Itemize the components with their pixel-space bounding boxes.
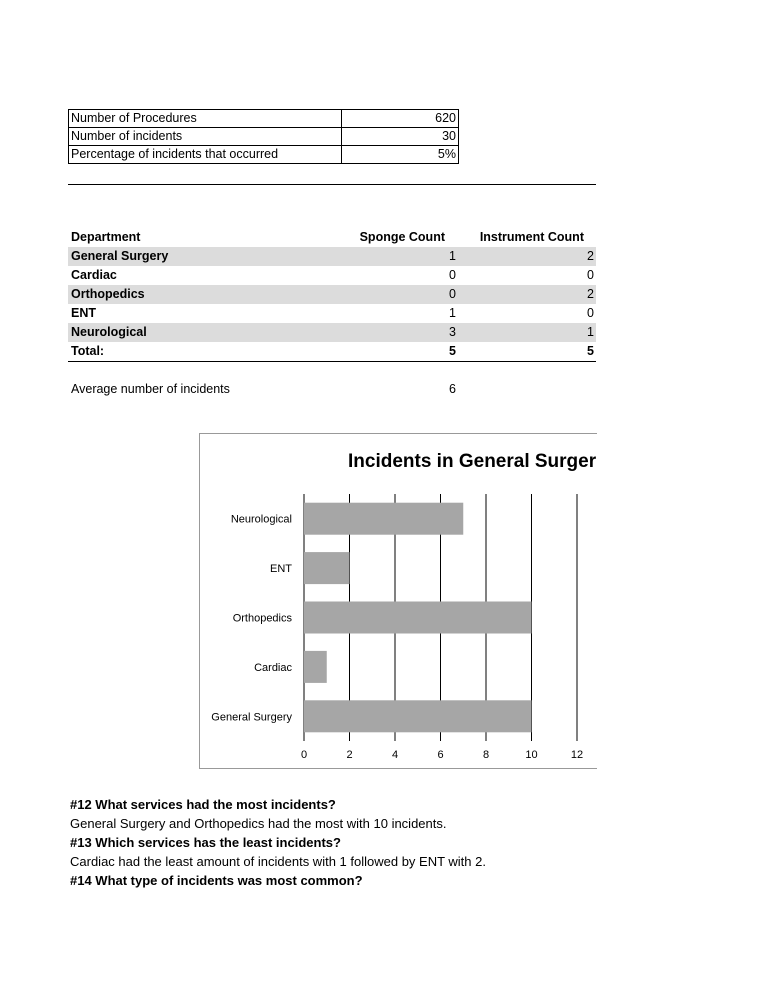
x-tick-label: 6 xyxy=(437,749,444,761)
chart-plot xyxy=(200,434,597,768)
total-label: Total: xyxy=(71,344,105,358)
x-tick-label: 10 xyxy=(525,749,538,761)
summary-value: 620 xyxy=(342,110,459,128)
bar-cardiac xyxy=(304,651,327,683)
department-name: ENT xyxy=(71,306,96,320)
x-tick-label: 8 xyxy=(482,749,490,761)
category-label: Cardiac xyxy=(254,661,292,674)
table-row xyxy=(68,247,596,266)
total-instrument: 5 xyxy=(587,344,594,358)
sponge-count: 3 xyxy=(449,325,456,339)
sponge-count: 0 xyxy=(449,268,456,282)
x-tick-label: 0 xyxy=(300,749,308,761)
table-row xyxy=(68,266,596,285)
instrument-count: 0 xyxy=(587,268,594,282)
category-label: General Surgery xyxy=(211,711,292,724)
total-sponge: 5 xyxy=(449,344,456,358)
instrument-count: 2 xyxy=(587,249,594,263)
summary-value: 30 xyxy=(342,128,459,146)
sponge-count: 0 xyxy=(449,287,456,301)
table-header-row xyxy=(68,228,596,248)
average-value: 6 xyxy=(449,382,456,396)
department-name: Cardiac xyxy=(71,268,117,282)
summary-table xyxy=(68,109,459,164)
summary-row xyxy=(69,110,459,128)
question-13: #13 Which services has the least incidents? xyxy=(70,835,341,850)
summary-label: Percentage of incidents that occurred xyxy=(69,146,342,164)
header-department: Department xyxy=(71,230,141,244)
summary-row xyxy=(69,146,459,164)
question-12: #12 What services had the most incidents? xyxy=(70,797,336,812)
incidents-chart xyxy=(199,433,597,769)
instrument-count: 0 xyxy=(587,306,594,320)
section-divider xyxy=(68,184,596,185)
bar-ent xyxy=(304,552,350,584)
summary-value: 5% xyxy=(342,146,459,164)
department-name: Orthopedics xyxy=(71,287,145,301)
header-instrument-count: Instrument Count xyxy=(479,230,584,244)
answer-12: General Surgery and Orthopedics had the most with 10 incidents. xyxy=(70,816,447,831)
total-row xyxy=(68,342,596,362)
instrument-count: 2 xyxy=(587,287,594,301)
bar-neurological xyxy=(304,503,463,535)
average-row xyxy=(68,380,596,399)
summary-row xyxy=(69,128,459,146)
category-label: ENT xyxy=(270,563,292,576)
department-name: General Surgery xyxy=(71,249,169,263)
question-14: #14 What type of incidents was most common? xyxy=(70,873,363,888)
instrument-count: 1 xyxy=(587,325,594,339)
summary-label: Number of Procedures xyxy=(69,110,342,128)
x-tick-label: 12 xyxy=(570,749,584,761)
bar-general-surgery xyxy=(304,700,532,732)
bar-orthopedics xyxy=(304,602,532,634)
x-tick-label: 4 xyxy=(391,749,399,761)
chart-title: Incidents in General Surger xyxy=(348,451,597,472)
table-row xyxy=(68,304,596,323)
department-name: Neurological xyxy=(71,325,147,339)
sponge-count: 1 xyxy=(449,249,456,263)
sponge-count: 1 xyxy=(449,306,456,320)
table-row xyxy=(68,323,596,342)
summary-label: Number of incidents xyxy=(69,128,342,146)
table-row xyxy=(68,285,596,304)
average-label: Average number of incidents xyxy=(71,382,230,396)
x-tick-label: 2 xyxy=(346,749,353,761)
header-sponge-count: Sponge Count xyxy=(359,230,445,244)
answer-13: Cardiac had the least amount of incidents with 1 followed by ENT with 2. xyxy=(70,854,486,869)
category-label: Neurological xyxy=(230,513,292,526)
category-label: Orthopedics xyxy=(232,612,292,625)
